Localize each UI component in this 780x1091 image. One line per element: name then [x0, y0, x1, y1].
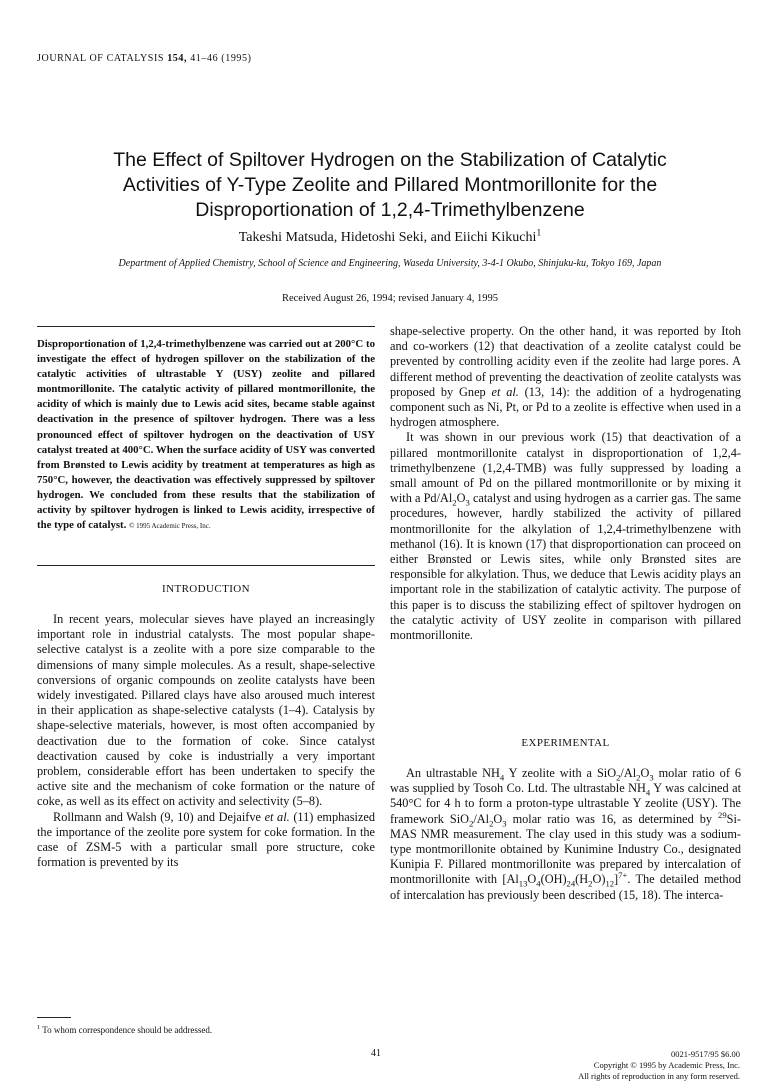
title-line: Disproportionation of 1,2,4-Trimethylbenzene [195, 199, 585, 221]
issn-price: 0021-9517/95 $6.00 [671, 1049, 740, 1059]
abstract-top-rule [37, 326, 375, 327]
journal-volume: 154, [167, 53, 188, 64]
abstract [37, 337, 375, 534]
title-line: The Effect of Spiltover Hydrogen on the Stabilization of Catalytic [113, 149, 667, 171]
introduction-heading: INTRODUCTION [162, 583, 250, 595]
intro-paragraph: shape-selective property. On the other hand, it was reported by Itoh and co-workers (12) that deactivation of a zeolite catalyst could be prevented by controlling acidity even if the zeolite had large pores. A different method of preventing the deactivation of zeolite catalysts was proposed by Gnep et al. (13, 14): the addition of a hydrogenating component such as Ni, Pt, or Pd to a zeolite is effective when used in a hydrogen atmosphere. [390, 324, 741, 430]
intro-paragraph: It was shown in our previous work (15) that deactivation of a pillared montmorillonite catalyst in disproportionation of 1,2,4-trimethylbenzene (1,2,4-TMB) was fully suppressed by loading a small amount of Pd on the pillared montmorillonite or by mixing it with a $Pd/Al_2O_3$ catalyst and using hydrogen as a carrier gas. The same procedures, however, hardly stabilized the activity of pillared montmorillonite for the alkylation of 1,2,4-trimethylbenzene with methanol (16). It is known (17) that disproportionation can proceed on either Brønsted or Lewis sites, while only Brønsted sites are responsible for alkylation. Thus, we deduce that Lewis acidity plays an important role in the stabilization of catalytic activity. The purpose of this paper is to discuss the stabilizing effect of spiltover hydrogen on the catalytic activity of USY zeolite in comparison with pillared montmorillonite. [390, 430, 741, 643]
footnote-rule [37, 1017, 71, 1018]
experimental-heading: EXPERIMENTAL [521, 737, 610, 749]
paper-title [40, 148, 740, 223]
abstract-text: Disproportionation of 1,2,4-trimethylbenzene was carried out at 200°C to investigate the effect of hydrogen spillover on the stabilization of the catalytic activities of ultrastable Y (USY) zeolite and pillared montmorillonite. The catalytic activity of pillared montmorillonite, the acidity of which is mainly due to Lewis acid sites, became stable against deactivation in the presence of spiltover hydrogen. There was a less pronounced effect of spiltover hydrogen on the deactivation of USY catalyst treated at 400°C. When the surface acidity of USY was converted from Brønsted to Lewis acidity by treatment at temperatures as high as 750°C, however, the deactivation was effectively suppressed by spiltover hydrogen. We concluded from these results that the stabilization of activity by spiltover hydrogen is linked to Lewis acidity, irrespective of the type of catalyst. [37, 338, 375, 532]
abstract-bottom-rule [37, 565, 375, 566]
copyright-line: Copyright © 1995 by Academic Press, Inc. [593, 1060, 740, 1070]
experimental-paragraph: An ultrastable $NH_4$ Y zeolite with a $SiO_2/Al_2O_3$ molar ratio of 6 was supplied by Tosoh Co. Ltd. The ultrastable $NH_4$ Y was calcined at 540°C for 4 h to form a proton-type ultrastable Y zeolite (USY). The framework $SiO_2/Al_2O_3$ molar ratio was 16, as determined by $^{29}$Si-MAS NMR measurement. The clay used in this study was a sodium-type montmorillonite obtained by Kunimine Industry Co., designated Kunipia F. Pillared montmorillonite was prepared by intercalation of montmorillonite with $[Al_{13}O_4(OH)_{24}(H_2O)_{12}]^{7+}$. The detailed method of intercalation has previously been described (15, 18). The interca- [390, 766, 742, 902]
journal-header [37, 53, 252, 64]
right-column-bottom [390, 766, 741, 903]
author-footnote-mark: 1 [536, 227, 542, 239]
title-line: Activities of Y-Type Zeolite and Pillared Montmorillonite for the [122, 174, 658, 196]
author-names: Takeshi Matsuda, Hidetoshi Seki, and Eiichi Kikuchi [238, 230, 537, 245]
rights-block [470, 1049, 740, 1082]
footnote [37, 1025, 212, 1035]
reproduction-rights: All rights of reproduction in any form reserved. [578, 1071, 740, 1081]
page-number: 41 [371, 1048, 381, 1059]
journal-pages: 41–46 (1995) [190, 53, 252, 64]
right-column-top [390, 324, 741, 643]
abstract-copyright: © 1995 Academic Press, Inc. [129, 522, 211, 531]
footnote-mark: 1 [37, 1024, 41, 1031]
footnote-text: To whom correspondence should be addressed. [40, 1025, 213, 1035]
left-column [37, 612, 375, 870]
intro-paragraph: Rollmann and Walsh (9, 10) and Dejaifve et al. (11) emphasized the importance of the zeolite pore system for coke formation. In the case of ZSM-5 with a particular small pore structure, coke formation is prevented by its [37, 809, 376, 870]
received-dates: Received August 26, 1994; revised January 4, 1995 [281, 293, 499, 304]
intro-paragraph: In recent years, molecular sieves have played an increasingly important role in industrial catalysts. The most popular shape-selective catalyst is a zeolite with a pore size comparable to the dimensions of many simple molecules. As a result, shape-selective conversions of organic compounds on zeolite catalysts have been widely investigated. Pillared clays have also aroused much interest in their application as shape-selective catalysts (1–4). Catalysis by shape-selective materials, however, is most often accompanied by deactivation due to the formation of coke. Since catalyst deactivation caused by coke is industrially a very important problem, considerable effort has been undertaken to specify the active site and the mechanism of coke formation or the nature of coke, as well as its effect on activity and selectivity (5–8). [37, 612, 375, 809]
authors [40, 227, 740, 246]
journal-name: JOURNAL OF CATALYSIS [37, 53, 165, 64]
affiliation: Department of Applied Chemistry, School of Science and Engineering, Waseda University, 3-4-1 Okubo, Shinjuku-ku, Tokyo 169, Japan [118, 258, 662, 269]
